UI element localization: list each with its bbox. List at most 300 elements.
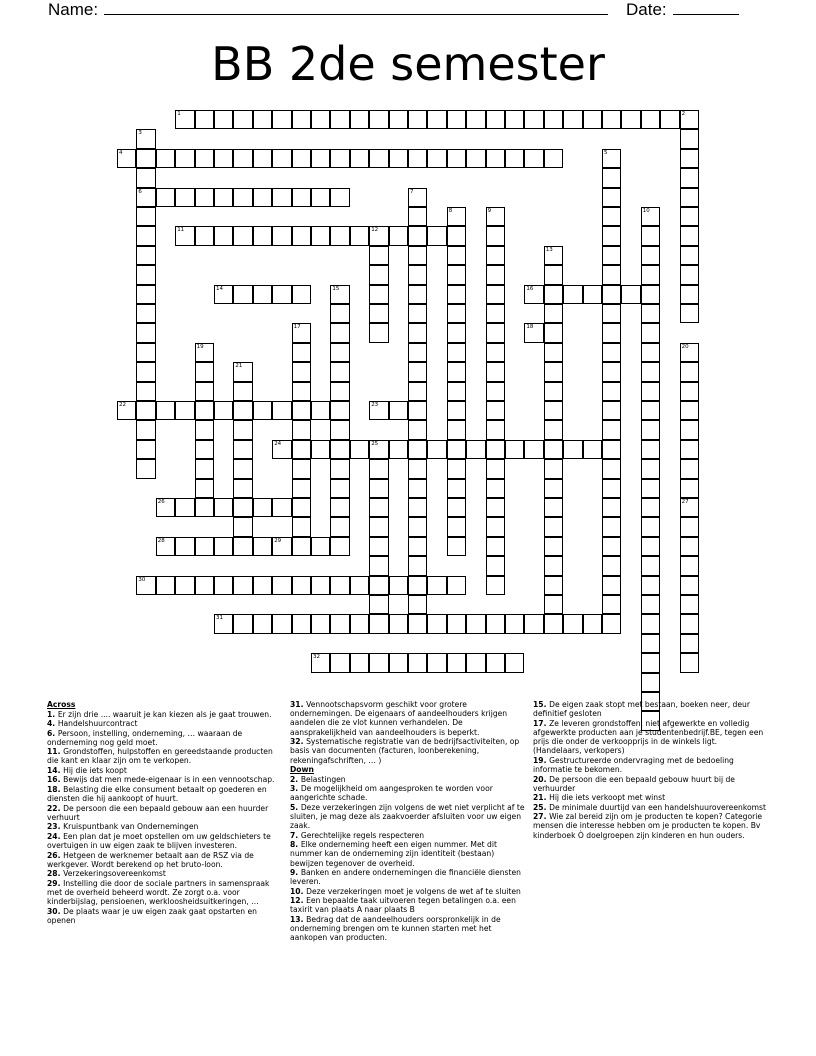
grid-cell[interactable] bbox=[680, 498, 699, 517]
grid-cell[interactable] bbox=[195, 110, 214, 129]
grid-cell[interactable] bbox=[408, 498, 427, 517]
grid-cell[interactable] bbox=[175, 576, 194, 595]
grid-cell[interactable] bbox=[486, 459, 505, 478]
grid-cell[interactable] bbox=[602, 343, 621, 362]
grid-cell[interactable] bbox=[233, 459, 252, 478]
grid-cell[interactable] bbox=[466, 110, 485, 129]
grid-cell[interactable] bbox=[447, 576, 466, 595]
grid-cell[interactable] bbox=[602, 188, 621, 207]
grid-cell[interactable] bbox=[330, 576, 349, 595]
grid-cell[interactable] bbox=[641, 673, 660, 692]
grid-cell[interactable] bbox=[214, 498, 233, 517]
grid-cell[interactable] bbox=[253, 188, 272, 207]
grid-cell[interactable] bbox=[602, 382, 621, 401]
grid-cell[interactable] bbox=[641, 110, 660, 129]
grid-cell[interactable] bbox=[214, 110, 233, 129]
grid-cell[interactable] bbox=[175, 401, 194, 420]
grid-cell[interactable] bbox=[369, 479, 388, 498]
grid-cell[interactable] bbox=[680, 634, 699, 653]
grid-cell[interactable] bbox=[233, 226, 252, 245]
grid-cell[interactable] bbox=[330, 149, 349, 168]
grid-cell[interactable] bbox=[195, 576, 214, 595]
grid-cell[interactable] bbox=[641, 285, 660, 304]
grid-cell[interactable] bbox=[602, 517, 621, 536]
grid-cell[interactable] bbox=[408, 401, 427, 420]
grid-cell[interactable] bbox=[311, 653, 330, 672]
grid-cell[interactable] bbox=[136, 304, 155, 323]
grid-cell[interactable] bbox=[214, 149, 233, 168]
grid-cell[interactable] bbox=[195, 188, 214, 207]
grid-cell[interactable] bbox=[680, 149, 699, 168]
grid-cell[interactable] bbox=[486, 556, 505, 575]
grid-cell[interactable] bbox=[214, 401, 233, 420]
grid-cell[interactable] bbox=[330, 653, 349, 672]
grid-cell[interactable] bbox=[136, 207, 155, 226]
grid-cell[interactable] bbox=[524, 110, 543, 129]
grid-cell[interactable] bbox=[602, 479, 621, 498]
grid-cell[interactable] bbox=[466, 614, 485, 633]
grid-cell[interactable] bbox=[369, 614, 388, 633]
grid-cell[interactable] bbox=[641, 479, 660, 498]
grid-cell[interactable] bbox=[272, 576, 291, 595]
grid-cell[interactable] bbox=[389, 440, 408, 459]
grid-cell[interactable] bbox=[544, 517, 563, 536]
grid-cell[interactable] bbox=[233, 537, 252, 556]
grid-cell[interactable] bbox=[136, 149, 155, 168]
grid-cell[interactable] bbox=[524, 149, 543, 168]
grid-cell[interactable] bbox=[563, 614, 582, 633]
grid-cell[interactable] bbox=[233, 382, 252, 401]
grid-cell[interactable] bbox=[602, 207, 621, 226]
grid-cell[interactable] bbox=[427, 110, 446, 129]
grid-cell[interactable] bbox=[389, 576, 408, 595]
grid-cell[interactable] bbox=[680, 246, 699, 265]
grid-cell[interactable] bbox=[602, 362, 621, 381]
grid-cell[interactable] bbox=[641, 401, 660, 420]
grid-cell[interactable] bbox=[156, 188, 175, 207]
grid-cell[interactable] bbox=[544, 537, 563, 556]
grid-cell[interactable] bbox=[369, 498, 388, 517]
grid-cell[interactable] bbox=[389, 110, 408, 129]
grid-cell[interactable] bbox=[136, 362, 155, 381]
grid-cell[interactable] bbox=[195, 362, 214, 381]
grid-cell[interactable] bbox=[486, 323, 505, 342]
grid-cell[interactable] bbox=[680, 110, 699, 129]
grid-cell[interactable] bbox=[369, 595, 388, 614]
grid-cell[interactable] bbox=[641, 304, 660, 323]
grid-cell[interactable] bbox=[311, 149, 330, 168]
grid-cell[interactable] bbox=[505, 440, 524, 459]
grid-cell[interactable] bbox=[311, 401, 330, 420]
grid-cell[interactable] bbox=[544, 614, 563, 633]
grid-cell[interactable] bbox=[544, 110, 563, 129]
grid-cell[interactable] bbox=[156, 537, 175, 556]
grid-cell[interactable] bbox=[175, 110, 194, 129]
grid-cell[interactable] bbox=[253, 149, 272, 168]
grid-cell[interactable] bbox=[680, 285, 699, 304]
grid-cell[interactable] bbox=[117, 149, 136, 168]
grid-cell[interactable] bbox=[369, 556, 388, 575]
grid-cell[interactable] bbox=[583, 110, 602, 129]
grid-cell[interactable] bbox=[680, 420, 699, 439]
grid-cell[interactable] bbox=[330, 382, 349, 401]
grid-cell[interactable] bbox=[486, 517, 505, 536]
grid-cell[interactable] bbox=[408, 653, 427, 672]
grid-cell[interactable] bbox=[602, 614, 621, 633]
grid-cell[interactable] bbox=[505, 149, 524, 168]
grid-cell[interactable] bbox=[447, 517, 466, 536]
grid-cell[interactable] bbox=[136, 129, 155, 148]
grid-cell[interactable] bbox=[389, 149, 408, 168]
grid-cell[interactable] bbox=[350, 110, 369, 129]
grid-cell[interactable] bbox=[621, 285, 640, 304]
grid-cell[interactable] bbox=[486, 207, 505, 226]
grid-cell[interactable] bbox=[641, 498, 660, 517]
grid-cell[interactable] bbox=[136, 323, 155, 342]
grid-cell[interactable] bbox=[350, 440, 369, 459]
grid-cell[interactable] bbox=[486, 226, 505, 245]
grid-cell[interactable] bbox=[156, 401, 175, 420]
grid-cell[interactable] bbox=[253, 576, 272, 595]
grid-cell[interactable] bbox=[602, 576, 621, 595]
grid-cell[interactable] bbox=[408, 614, 427, 633]
grid-cell[interactable] bbox=[253, 226, 272, 245]
grid-cell[interactable] bbox=[408, 343, 427, 362]
grid-cell[interactable] bbox=[330, 498, 349, 517]
grid-cell[interactable] bbox=[602, 226, 621, 245]
grid-cell[interactable] bbox=[427, 440, 446, 459]
grid-cell[interactable] bbox=[641, 382, 660, 401]
grid-cell[interactable] bbox=[233, 498, 252, 517]
grid-cell[interactable] bbox=[486, 479, 505, 498]
grid-cell[interactable] bbox=[641, 323, 660, 342]
grid-cell[interactable] bbox=[330, 537, 349, 556]
grid-cell[interactable] bbox=[408, 110, 427, 129]
grid-cell[interactable] bbox=[544, 401, 563, 420]
grid-cell[interactable] bbox=[680, 304, 699, 323]
grid-cell[interactable] bbox=[641, 537, 660, 556]
grid-cell[interactable] bbox=[486, 285, 505, 304]
grid-cell[interactable] bbox=[233, 188, 252, 207]
grid-cell[interactable] bbox=[408, 323, 427, 342]
grid-cell[interactable] bbox=[524, 323, 543, 342]
grid-cell[interactable] bbox=[544, 265, 563, 284]
grid-cell[interactable] bbox=[292, 517, 311, 536]
grid-cell[interactable] bbox=[408, 420, 427, 439]
grid-cell[interactable] bbox=[292, 382, 311, 401]
grid-cell[interactable] bbox=[408, 459, 427, 478]
grid-cell[interactable] bbox=[233, 440, 252, 459]
grid-cell[interactable] bbox=[524, 440, 543, 459]
grid-cell[interactable] bbox=[486, 420, 505, 439]
grid-cell[interactable] bbox=[214, 226, 233, 245]
grid-cell[interactable] bbox=[330, 304, 349, 323]
grid-cell[interactable] bbox=[447, 149, 466, 168]
grid-cell[interactable] bbox=[389, 653, 408, 672]
grid-cell[interactable] bbox=[486, 440, 505, 459]
grid-cell[interactable] bbox=[369, 246, 388, 265]
grid-cell[interactable] bbox=[136, 265, 155, 284]
grid-cell[interactable] bbox=[408, 440, 427, 459]
grid-cell[interactable] bbox=[408, 304, 427, 323]
grid-cell[interactable] bbox=[447, 110, 466, 129]
grid-cell[interactable] bbox=[680, 168, 699, 187]
grid-cell[interactable] bbox=[330, 420, 349, 439]
grid-cell[interactable] bbox=[641, 207, 660, 226]
grid-cell[interactable] bbox=[544, 440, 563, 459]
grid-cell[interactable] bbox=[486, 246, 505, 265]
grid-cell[interactable] bbox=[447, 246, 466, 265]
grid-cell[interactable] bbox=[486, 362, 505, 381]
grid-cell[interactable] bbox=[447, 498, 466, 517]
grid-cell[interactable] bbox=[602, 323, 621, 342]
grid-cell[interactable] bbox=[156, 576, 175, 595]
grid-cell[interactable] bbox=[369, 401, 388, 420]
grid-cell[interactable] bbox=[369, 110, 388, 129]
grid-cell[interactable] bbox=[369, 459, 388, 478]
grid-cell[interactable] bbox=[272, 440, 291, 459]
grid-cell[interactable] bbox=[292, 362, 311, 381]
grid-cell[interactable] bbox=[544, 576, 563, 595]
grid-cell[interactable] bbox=[680, 207, 699, 226]
grid-cell[interactable] bbox=[563, 285, 582, 304]
grid-cell[interactable] bbox=[680, 440, 699, 459]
grid-cell[interactable] bbox=[680, 362, 699, 381]
grid-cell[interactable] bbox=[272, 614, 291, 633]
grid-cell[interactable] bbox=[486, 265, 505, 284]
grid-cell[interactable] bbox=[505, 110, 524, 129]
grid-cell[interactable] bbox=[330, 614, 349, 633]
grid-cell[interactable] bbox=[214, 614, 233, 633]
grid-cell[interactable] bbox=[447, 614, 466, 633]
grid-cell[interactable] bbox=[602, 440, 621, 459]
grid-cell[interactable] bbox=[156, 149, 175, 168]
grid-cell[interactable] bbox=[292, 614, 311, 633]
grid-cell[interactable] bbox=[583, 440, 602, 459]
grid-cell[interactable] bbox=[427, 226, 446, 245]
grid-cell[interactable] bbox=[544, 479, 563, 498]
grid-cell[interactable] bbox=[427, 614, 446, 633]
grid-cell[interactable] bbox=[195, 149, 214, 168]
grid-cell[interactable] bbox=[583, 285, 602, 304]
grid-cell[interactable] bbox=[136, 420, 155, 439]
grid-cell[interactable] bbox=[233, 614, 252, 633]
grid-cell[interactable] bbox=[136, 401, 155, 420]
grid-cell[interactable] bbox=[330, 517, 349, 536]
grid-cell[interactable] bbox=[447, 401, 466, 420]
grid-cell[interactable] bbox=[641, 653, 660, 672]
grid-cell[interactable] bbox=[408, 517, 427, 536]
grid-cell[interactable] bbox=[272, 226, 291, 245]
grid-cell[interactable] bbox=[447, 265, 466, 284]
grid-cell[interactable] bbox=[292, 226, 311, 245]
grid-cell[interactable] bbox=[136, 285, 155, 304]
grid-cell[interactable] bbox=[233, 110, 252, 129]
grid-cell[interactable] bbox=[195, 459, 214, 478]
grid-cell[interactable] bbox=[233, 479, 252, 498]
grid-cell[interactable] bbox=[447, 343, 466, 362]
grid-cell[interactable] bbox=[544, 246, 563, 265]
grid-cell[interactable] bbox=[330, 362, 349, 381]
grid-cell[interactable] bbox=[214, 537, 233, 556]
grid-cell[interactable] bbox=[292, 401, 311, 420]
grid-cell[interactable] bbox=[641, 265, 660, 284]
grid-cell[interactable] bbox=[466, 149, 485, 168]
grid-cell[interactable] bbox=[447, 226, 466, 245]
grid-cell[interactable] bbox=[641, 634, 660, 653]
grid-cell[interactable] bbox=[369, 576, 388, 595]
grid-cell[interactable] bbox=[602, 420, 621, 439]
grid-cell[interactable] bbox=[156, 498, 175, 517]
grid-cell[interactable] bbox=[350, 226, 369, 245]
grid-cell[interactable] bbox=[486, 576, 505, 595]
grid-cell[interactable] bbox=[233, 420, 252, 439]
grid-cell[interactable] bbox=[233, 576, 252, 595]
grid-cell[interactable] bbox=[641, 459, 660, 478]
grid-cell[interactable] bbox=[660, 110, 679, 129]
grid-cell[interactable] bbox=[621, 110, 640, 129]
grid-cell[interactable] bbox=[369, 653, 388, 672]
grid-cell[interactable] bbox=[680, 556, 699, 575]
grid-cell[interactable] bbox=[641, 226, 660, 245]
grid-cell[interactable] bbox=[680, 653, 699, 672]
grid-cell[interactable] bbox=[408, 188, 427, 207]
grid-cell[interactable] bbox=[602, 110, 621, 129]
grid-cell[interactable] bbox=[447, 323, 466, 342]
grid-cell[interactable] bbox=[311, 188, 330, 207]
grid-cell[interactable] bbox=[524, 614, 543, 633]
grid-cell[interactable] bbox=[330, 226, 349, 245]
grid-cell[interactable] bbox=[330, 110, 349, 129]
grid-cell[interactable] bbox=[544, 498, 563, 517]
grid-cell[interactable] bbox=[272, 498, 291, 517]
grid-cell[interactable] bbox=[408, 149, 427, 168]
grid-cell[interactable] bbox=[544, 556, 563, 575]
grid-cell[interactable] bbox=[369, 537, 388, 556]
grid-cell[interactable] bbox=[292, 110, 311, 129]
grid-cell[interactable] bbox=[369, 304, 388, 323]
grid-cell[interactable] bbox=[272, 537, 291, 556]
grid-cell[interactable] bbox=[350, 614, 369, 633]
grid-cell[interactable] bbox=[233, 362, 252, 381]
grid-cell[interactable] bbox=[486, 498, 505, 517]
grid-cell[interactable] bbox=[330, 459, 349, 478]
grid-cell[interactable] bbox=[272, 188, 291, 207]
grid-cell[interactable] bbox=[292, 459, 311, 478]
grid-cell[interactable] bbox=[292, 440, 311, 459]
grid-cell[interactable] bbox=[389, 401, 408, 420]
grid-cell[interactable] bbox=[292, 343, 311, 362]
grid-cell[interactable] bbox=[136, 459, 155, 478]
grid-cell[interactable] bbox=[233, 149, 252, 168]
grid-cell[interactable] bbox=[369, 440, 388, 459]
grid-cell[interactable] bbox=[292, 285, 311, 304]
grid-cell[interactable] bbox=[447, 382, 466, 401]
grid-cell[interactable] bbox=[136, 382, 155, 401]
grid-cell[interactable] bbox=[544, 323, 563, 342]
grid-cell[interactable] bbox=[253, 537, 272, 556]
grid-cell[interactable] bbox=[486, 614, 505, 633]
grid-cell[interactable] bbox=[427, 576, 446, 595]
grid-cell[interactable] bbox=[641, 595, 660, 614]
grid-cell[interactable] bbox=[253, 285, 272, 304]
grid-cell[interactable] bbox=[195, 226, 214, 245]
grid-cell[interactable] bbox=[195, 420, 214, 439]
grid-cell[interactable] bbox=[408, 362, 427, 381]
grid-cell[interactable] bbox=[292, 188, 311, 207]
grid-cell[interactable] bbox=[466, 440, 485, 459]
grid-cell[interactable] bbox=[680, 188, 699, 207]
grid-cell[interactable] bbox=[680, 595, 699, 614]
grid-cell[interactable] bbox=[408, 265, 427, 284]
grid-cell[interactable] bbox=[233, 401, 252, 420]
grid-cell[interactable] bbox=[175, 226, 194, 245]
grid-cell[interactable] bbox=[486, 343, 505, 362]
grid-cell[interactable] bbox=[544, 285, 563, 304]
grid-cell[interactable] bbox=[447, 362, 466, 381]
grid-cell[interactable] bbox=[641, 440, 660, 459]
grid-cell[interactable] bbox=[680, 265, 699, 284]
grid-cell[interactable] bbox=[680, 401, 699, 420]
grid-cell[interactable] bbox=[641, 420, 660, 439]
grid-cell[interactable] bbox=[427, 653, 446, 672]
grid-cell[interactable] bbox=[136, 440, 155, 459]
grid-cell[interactable] bbox=[311, 576, 330, 595]
grid-cell[interactable] bbox=[602, 149, 621, 168]
grid-cell[interactable] bbox=[214, 285, 233, 304]
grid-cell[interactable] bbox=[136, 246, 155, 265]
grid-cell[interactable] bbox=[272, 110, 291, 129]
grid-cell[interactable] bbox=[602, 246, 621, 265]
grid-cell[interactable] bbox=[544, 595, 563, 614]
grid-cell[interactable] bbox=[486, 653, 505, 672]
grid-cell[interactable] bbox=[680, 537, 699, 556]
grid-cell[interactable] bbox=[117, 401, 136, 420]
grid-cell[interactable] bbox=[544, 149, 563, 168]
grid-cell[interactable] bbox=[330, 440, 349, 459]
grid-cell[interactable] bbox=[311, 614, 330, 633]
grid-cell[interactable] bbox=[602, 401, 621, 420]
grid-cell[interactable] bbox=[486, 149, 505, 168]
grid-cell[interactable] bbox=[214, 576, 233, 595]
grid-cell[interactable] bbox=[427, 149, 446, 168]
grid-cell[interactable] bbox=[253, 614, 272, 633]
grid-cell[interactable] bbox=[544, 304, 563, 323]
grid-cell[interactable] bbox=[447, 420, 466, 439]
grid-cell[interactable] bbox=[311, 440, 330, 459]
grid-cell[interactable] bbox=[389, 614, 408, 633]
grid-cell[interactable] bbox=[641, 517, 660, 536]
grid-cell[interactable] bbox=[330, 285, 349, 304]
grid-cell[interactable] bbox=[408, 537, 427, 556]
grid-cell[interactable] bbox=[447, 537, 466, 556]
grid-cell[interactable] bbox=[408, 595, 427, 614]
grid-cell[interactable] bbox=[330, 188, 349, 207]
grid-cell[interactable] bbox=[447, 459, 466, 478]
grid-cell[interactable] bbox=[641, 614, 660, 633]
grid-cell[interactable] bbox=[602, 498, 621, 517]
grid-cell[interactable] bbox=[369, 226, 388, 245]
grid-cell[interactable] bbox=[175, 188, 194, 207]
grid-cell[interactable] bbox=[447, 207, 466, 226]
grid-cell[interactable] bbox=[680, 343, 699, 362]
grid-cell[interactable] bbox=[486, 401, 505, 420]
grid-cell[interactable] bbox=[447, 304, 466, 323]
grid-cell[interactable] bbox=[524, 285, 543, 304]
grid-cell[interactable] bbox=[602, 265, 621, 284]
grid-cell[interactable] bbox=[195, 382, 214, 401]
grid-cell[interactable] bbox=[253, 110, 272, 129]
